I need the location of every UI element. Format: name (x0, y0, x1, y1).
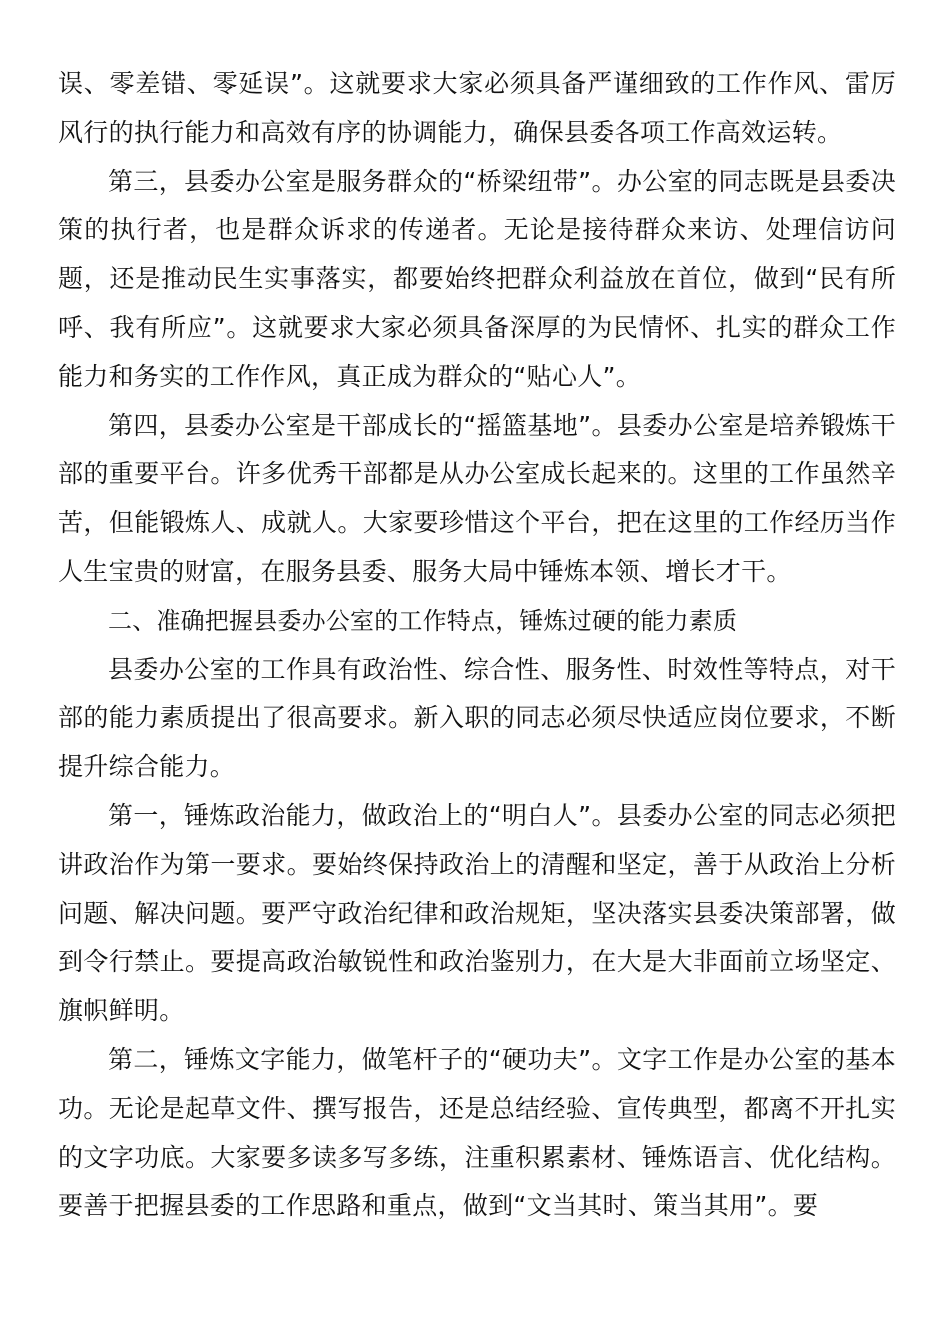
paragraph-third-point: 第三，县委办公室是服务群众的“桥梁纽带”。办公室的同志既是县委决策的执行者，也是群众诉求的传递者。无论是接待群众来访、处理信访问题，还是推动民生实事落实，都要始终把群众利益放在首位，做到“民有所呼、我有所应”。这就要求大家必须具备深厚的为民情怀、扎实的群众工作能力和务实的工作作风，真正成为群众的“贴心人”。 (58, 166, 896, 391)
paragraph-political-ability: 第一，锤炼政治能力，做政治上的“明白人”。县委办公室的同志必须把讲政治作为第一要求。要始终保持政治上的清醒和坚定，善于从政治上分析问题、解决问题。要严守政治纪律和政治规矩，坚决落实县委决策部署，做到令行禁止。要提高政治敏锐性和政治鉴别力，在大是大非面前立场坚定、旗帜鲜明。 (58, 800, 896, 1026)
section-heading: 二、准确把握县委办公室的工作特点，锤炼过硬的能力素质 (108, 606, 738, 635)
document-page (58, 60, 896, 1231)
paragraph-section-intro: 县委办公室的工作具有政治性、综合性、服务性、时效性等特点，对干部的能力素质提出了很高要求。新入职的同志必须尽快适应岗位要求，不断提升综合能力。 (58, 654, 896, 782)
paragraph-writing-ability: 第二，锤炼文字能力，做笔杆子的“硬功夫”。文字工作是办公室的基本功。无论是起草文件、撰写报告，还是总结经验、宣传典型，都离不开扎实的文字功底。大家要多读多写多练，注重积累素材、锤炼语言、优化结构。要善于把握县委的工作思路和重点，做到“文当其时、策当其用”。要 (58, 1044, 896, 1221)
paragraph-continuation: 误、零差错、零延误”。这就要求大家必须具备严谨细致的工作作风、雷厉风行的执行能力和高效有序的协调能力，确保县委各项工作高效运转。 (58, 69, 896, 147)
paragraph-fourth-point: 第四，县委办公室是干部成长的“摇篮基地”。县委办公室是培养锻炼干部的重要平台。许多优秀干部都是从办公室成长起来的。这里的工作虽然辛苦，但能锻炼人、成就人。大家要珍惜这个平台，把在这里的工作经历当作人生宝贵的财富，在服务县委、服务大局中锤炼本领、增长才干。 (58, 410, 896, 586)
